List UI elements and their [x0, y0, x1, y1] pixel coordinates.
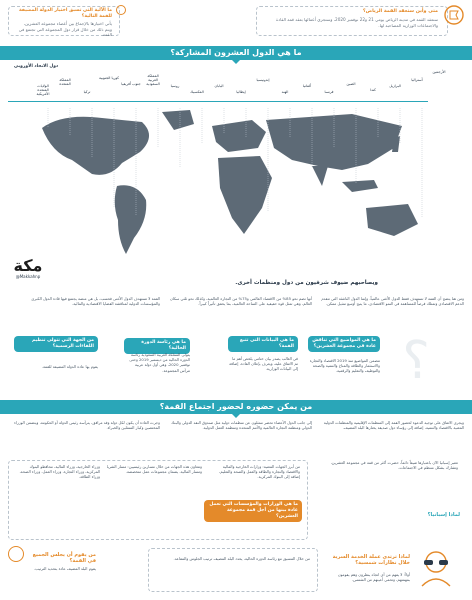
- guests-col-2: أنها تضم نحو 85% من الاقتصاد العالمي و75% من التجارة العالمية، وكذلك نحو ثلثي سكان العالم، وهي تمثل قوة حقيقية على الساحة العالمية، بما يحقق تأثيراً كبيراً.: [170, 296, 312, 307]
- country-label: الصين: [346, 82, 356, 86]
- country-label: إيطاليا: [236, 90, 246, 94]
- qa-answer-3: يتولى المملكة العربية السعودية رئاسة الدورة الحالية من ديسمبر 2019 وحتى نوفمبر 2020، وهي أول دولة عربية تترأس المجموعة.: [129, 352, 190, 373]
- svg-text:؟: ؟: [402, 334, 430, 390]
- country-label: أستراليا: [411, 78, 423, 82]
- participation-col-a: من أبرز الجهات المعنية: وزارات الخارجية والمالية والاقتصاد والتجارة والطاقة والعمل والصحة والتعليم، إضافة إلى البنوك المركزية.: [219, 464, 300, 480]
- country-label: البرازيل: [389, 84, 401, 88]
- participation-col-c: وزراء الخارجية، وزراء المالية، محافظو البنوك المركزية، وزراء التجارة، وزراء العمل، وزراء الصحة، وزراء الطاقة.: [19, 464, 100, 480]
- participation-col-b: وتتعاون هذه الجهات من خلال مسارين رئيسيين: مسار الشربا ومسار المالية، يضمان مجموعات عمل متخصصة.: [106, 464, 202, 475]
- eu-label: دول الاتحاد الأوروبي: [14, 64, 59, 69]
- bottom-right-answer: أولاً: لا يفهم من أي اتجاه ينظرون وهم يقومون بمهمتهم، وتحمي أعينهم من الشمس.: [337, 572, 410, 583]
- top-left-icon: [116, 5, 126, 15]
- section-banner-countries: [0, 46, 472, 60]
- qa-bubble-1: ما هي المواضيع التي تناقش عادة في مجموعة العشرين؟: [308, 336, 380, 352]
- country-label: الأرجنتين: [432, 70, 446, 74]
- country-label: جنوب أفريقيا: [121, 82, 141, 86]
- country-label: كندا: [370, 88, 376, 92]
- participation-title: لماذا إسبانيا؟: [427, 512, 460, 518]
- country-label: فرنسا: [324, 90, 334, 94]
- bottom-left-question: من يقوم أن يجلس الجميع في القمة؟: [32, 552, 96, 565]
- bottom-mid-box: [148, 548, 318, 592]
- guests-col-3: القمة لا تستهدف الدول الأغنى فحسب، بل هي منصة يجتمع فيها قادة الدول الكبرى والمؤسسات الدولية لمناقشة القضايا الاقتصادية والمالية.: [31, 296, 160, 307]
- guests-col-1: ومن هنا يتضح أن القمة لا تستهدف فقط الدول الأغنى عالمياً، وإنما الدول الناشئة التي تتقدم الدعم الاقتصادي وتمتلك فرصاً للمساهمة في النمو الاقتصادي، ما يتيح أوسع تمثيل ممكن.: [321, 296, 464, 307]
- banner-attendance-text: من يمكن حضوره لحضور اجتماع القمة؟: [159, 402, 313, 411]
- country-label: المملكة المتحدة: [59, 78, 71, 87]
- section-banner-attendance: [0, 400, 472, 414]
- question-icon: [384, 334, 448, 390]
- world-map: [22, 108, 452, 258]
- top-right-title: متى وأين ستعقد القمة الرياض؟: [362, 9, 438, 14]
- bottom-left-answer: يقوم البلد المضيف عادة بتحديد الترتيب.: [33, 566, 96, 571]
- bottom-right-question: لماذا ترتدي عملة الخدمة السرية خلال نظارات شمسية؟: [332, 554, 410, 567]
- top-right-body: ستعقد القمة في مدينة الرياض يومي 21 و22 نوفمبر 2020، وستجري أعمالها بعقد قمة القادة والاجتماعات الوزارية المصاحبة لها.: [276, 17, 438, 28]
- top-left-title: ما الآلية التي تسبق اختيار الدولة المضيفة للقمة التالية؟: [19, 8, 112, 19]
- qa-answer-4: يقوم بها عادة الدولة المضيفة للقمة.: [41, 364, 98, 369]
- qa-bubble-4: من الجهة التي تتولى تنظيم اللقاءات الرسمية؟: [14, 336, 98, 352]
- country-label: اليابان: [214, 84, 224, 88]
- country-label: إندونيسيا: [256, 78, 270, 82]
- logo-text: مكة: [13, 256, 43, 275]
- participation-body: تعتبر إسبانيا الآن باعتبارها ضيفاً دائماً، حضرت أكثر من قمة في مجموعة العشرين، وتشارك بشكل منتظم في الاجتماعات.: [330, 460, 458, 471]
- country-label: الولايات المتحدة الأمريكية: [36, 84, 50, 97]
- qa-bubble-2: ما هي البيانات التي تتبع القمة؟: [228, 336, 298, 352]
- logo-handle: @Makkahnp: [15, 274, 41, 279]
- bottom-right-icon: [414, 548, 458, 588]
- country-label: المكسيك: [190, 90, 204, 94]
- attendance-col-3: وجرت العادة أن يكون لكل دولة وفد مرافق، يترأسه رئيس الدولة أو الحكومة، ويتضمن الوزراء المختصين وكبار الممثلين والخبراء.: [14, 420, 160, 431]
- qa-answer-2: في الغالب يصدر بيان ختامي يلخص أهم ما تم الاتفاق عليه، ويعرف بإعلان القادة، إضافة إلى البيانات الوزارية.: [229, 356, 298, 372]
- attendance-col-2: إلى جانب الدول الأعضاء تحضر ممثلون عن منظمات دولية مثل صندوق النقد الدولي والبنك الدولي ومنظمة التجارة العالمية والأمم المتحدة ومنظمة العمل الدولية.: [171, 420, 312, 431]
- bottom-left-icon: [8, 546, 24, 562]
- country-label: المملكة العربية السعودية: [146, 74, 160, 87]
- country-label: روسيا: [170, 84, 180, 88]
- attendance-col-1: ويجري الاتفاق على توجيه الدعوة لحضور القمة إلى المنظمات الإقليمية والمنظمات الدولية المعنية بالاقتصاد والتنمية، إضافة إلى رؤساء دول صديقة يختارها البلد المضيف.: [323, 420, 464, 431]
- country-label: الهند: [281, 90, 289, 94]
- banner-countries-text: ما هي الدول العشرون المشاركة؟: [170, 48, 302, 57]
- brand-logo: [8, 258, 48, 280]
- map-top-line: [8, 101, 428, 102]
- country-label: تركيا: [83, 90, 91, 94]
- participation-question: ما هي الوزارات والمؤسسات التي تعمل عادة بينها من أجل قمة مجموعة العشرين؟: [204, 500, 302, 522]
- country-label: كوريا الجنوبية: [99, 76, 119, 80]
- qa-bubble-3: ما هي رئاسة الدورة الحالية؟: [124, 338, 190, 354]
- country-labels: [8, 70, 458, 100]
- qa-answer-1: تتضمن المواضيع منذ 2019 الاقتصاد والتجارة والاستثمار والطاقة والمناخ والتنمية والصحة والتوظيف والتعليم والرقمية.: [309, 358, 380, 374]
- top-right-icon: [443, 4, 465, 26]
- bottom-mid-text: من خلال التنسيق مع رئاسة الدورة الحالية، يحدد البلد المضيف ترتيب الجلوس والمقاعد.: [173, 556, 310, 561]
- top-left-body: يأتي اختيارها بالإجماع بين أعضاء مجموعة العشرين، ويتم ذلك من خلال قرار دول المجموعة التي تجتمع في القمة.: [18, 21, 112, 38]
- guests-title: ويصاحبهم ضيوف شرفيون من دول ومنظمات أخرى.: [235, 280, 378, 286]
- country-label: ألمانيا: [302, 84, 312, 88]
